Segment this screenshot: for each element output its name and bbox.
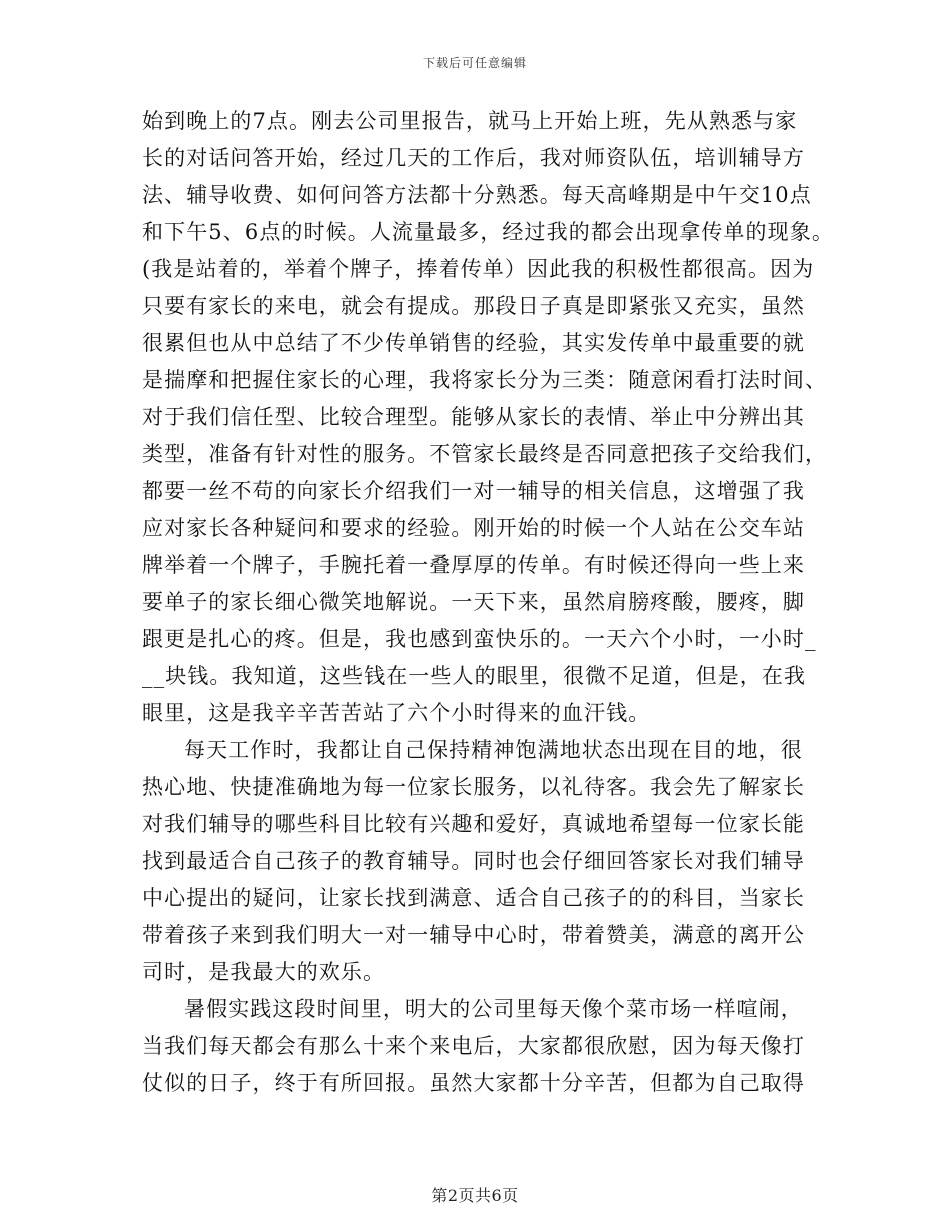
paragraph-1 xyxy=(142,103,834,732)
text-line: 带着孩子来到我们明大一对一辅导中心时，带着赞美，满意的离开公 xyxy=(142,923,805,947)
text-line: (我是站着的，举着个牌子，捧着传单）因此我的积极性都很高。因为 xyxy=(142,257,815,281)
text-line: 牌举着一个牌子，手腕托着一叠厚厚的传单。有时候还得向一些上来 xyxy=(142,553,805,577)
text-line: 眼里，这是我辛辛苦苦站了六个小时得来的血汗钱。 xyxy=(142,701,651,725)
text-line: 当我们每天都会有那么十来个来电后，大家都很欣慰，因为每天像打 xyxy=(142,1034,805,1058)
text-line: 暑假实践这段时间里，明大的公司里每天像个菜市场一样喧闹， xyxy=(184,997,803,1021)
page-number: 第2页共6页 xyxy=(431,1186,519,1205)
paragraph-2 xyxy=(142,732,805,991)
text-line: 要单子的家长细心微笑地解说。一天下来，虽然肩膀疼酸，腰疼，脚 xyxy=(142,590,805,614)
text-line: 司时，是我最大的欢乐。 xyxy=(142,960,386,984)
text-line: 对于我们信任型、比较合理型。能够从家长的表情、举止中分辨出其 xyxy=(142,405,805,429)
text-line: 应对家长各种疑问和要求的经验。刚开始的时候一个人站在公交车站 xyxy=(142,516,805,540)
text-line: 热心地、快捷准确地为每一位家长服务，以礼待客。我会先了解家长 xyxy=(142,775,805,799)
paragraph-3 xyxy=(142,991,805,1102)
text-line: 中心提出的疑问，让家长找到满意、适合自己孩子的的科目，当家长 xyxy=(142,886,805,910)
document-body xyxy=(142,103,834,1102)
text-line: 法、辅导收费、如何问答方法都十分熟悉。每天高峰期是中午交10点 xyxy=(142,183,812,207)
text-line: 只要有家长的来电，就会有提成。那段日子真是即紧张又充实，虽然 xyxy=(142,294,805,318)
text-line: 和下午5、6点的时候。人流量最多，经过我的都会出现拿传单的现象。 xyxy=(142,220,834,244)
page-header: 下载后可任意编辑 xyxy=(422,56,527,70)
text-line: 都要一丝不苟的向家长介绍我们一对一辅导的相关信息，这增强了我 xyxy=(142,479,805,503)
text-line: 仗似的日子，终于有所回报。虽然大家都十分辛苦，但都为自己取得 xyxy=(142,1071,805,1095)
text-line: __块钱。我知道，这些钱在一些人的眼里，很微不足道，但是，在我 xyxy=(142,664,807,688)
text-line: 每天工作时，我都让自己保持精神饱满地状态出现在目的地，很 xyxy=(184,738,803,762)
text-line: 对我们辅导的哪些科目比较有兴趣和爱好，真诚地希望每一位家长能 xyxy=(142,812,805,836)
text-line: 很累但也从中总结了不少传单销售的经验，其实发传单中最重要的就 xyxy=(142,331,805,355)
text-line: 类型，准备有针对性的服务。不管家长最终是否同意把孩子交给我们， xyxy=(142,442,828,466)
text-line: 长的对话问答开始，经过几天的工作后，我对师资队伍，培训辅导方 xyxy=(142,146,805,170)
text-line: 始到晚上的7点。刚去公司里报告，就马上开始上班，先从熟悉与家 xyxy=(142,109,798,133)
text-line: 跟更是扎心的疼。但是，我也感到蛮快乐的。一天六个小时，一小时_ xyxy=(142,627,817,651)
text-line: 找到最适合自己孩子的教育辅导。同时也会仔细回答家长对我们辅导 xyxy=(142,849,805,873)
text-line: 是揣摩和把握住家长的心理，我将家长分为三类：随意闲看打法时间、 xyxy=(142,368,828,392)
